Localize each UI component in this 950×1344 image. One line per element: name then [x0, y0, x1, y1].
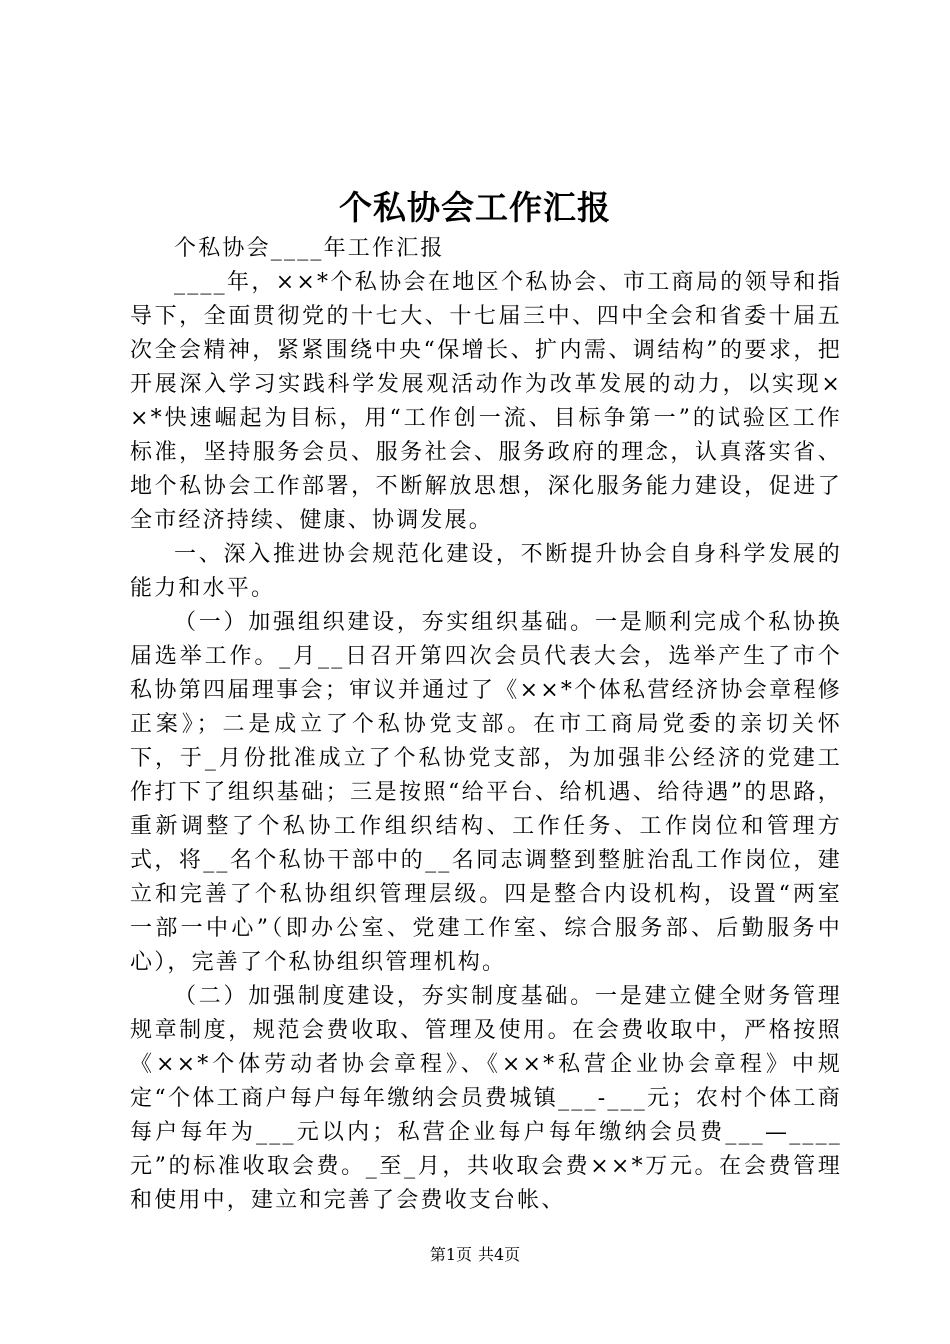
page-total: 共4页 — [478, 1245, 521, 1264]
page-number: 第1页 — [429, 1245, 472, 1264]
paragraph-section-heading: 一、深入推进协会规范化建设，不断提升协会自身科学发展的能力和水平。 — [130, 542, 842, 601]
paragraph-intro: ____年，××*个私协会在地区个私协会、市工商局的领导和指导下，全面贯彻党的十七大、十七届三中、四中全会和省委十届五次全会精神，紧紧围绕中央“保增长、扩内需、调结构”的要求，把开展深入学习实践科学发展观活动作为改革发展的动力，以实现××*快速崛起为目标，用“工作创一流、目标争第一”的试验区工作标准，坚持服务会员、服务社会、服务政府的理念，认真落实省、地个私协会工作部署，不断解放思想，深化服务能力建设，促进了全市经济持续、健康、协调发展。 — [130, 270, 842, 533]
page-footer — [0, 1243, 950, 1267]
document-body — [130, 232, 842, 1218]
paragraph-organization: （一）加强组织建设，夯实组织基础。一是顺利完成个私协换届选举工作。_月__日召开第四次会员代表大会，选举产生了市个私协第四届理事会；审议并通过了《××*个体私营经济协会章程修正案》；二是成立了个私协党支部。在市工商局党委的亲切关怀下，于_月份批准成立了个私协党支部，为加强非公经济的党建工作打下了组织基础；三是按照“给平台、给机遇、给待遇”的思路，重新调整了个私协工作组织结构、工作任务、工作岗位和管理方式，将__名个私协干部中的__名同志调整到整脏治乱工作岗位，建立和完善了个私协组织管理层级。四是整合内设机构，设置“两室一部一中心”（即办公室、党建工作室、综合服务部、后勤服务中心），完善了个私协组织管理机构。 — [130, 610, 842, 975]
paragraph-subtitle: 个私协会____年工作汇报 — [174, 236, 445, 261]
paragraph-system: （二）加强制度建设，夯实制度基础。一是建立健全财务管理规章制度，规范会费收取、管理及使用。在会费收取中，严格按照《××*个体劳动者协会章程》、《××*私营企业协会章程》中规定“个体工商户每户每年缴纳会员费城镇___-___元；农村个体工商每户每年为___元以内；私营企业每户每年缴纳会员费___—____元”的标准收取会费。_至_月，共收取会费××*万元。在会费管理和使用中，建立和完善了会费收支台帐、 — [130, 984, 842, 1213]
document-title: 个私协会工作汇报 — [339, 188, 611, 227]
